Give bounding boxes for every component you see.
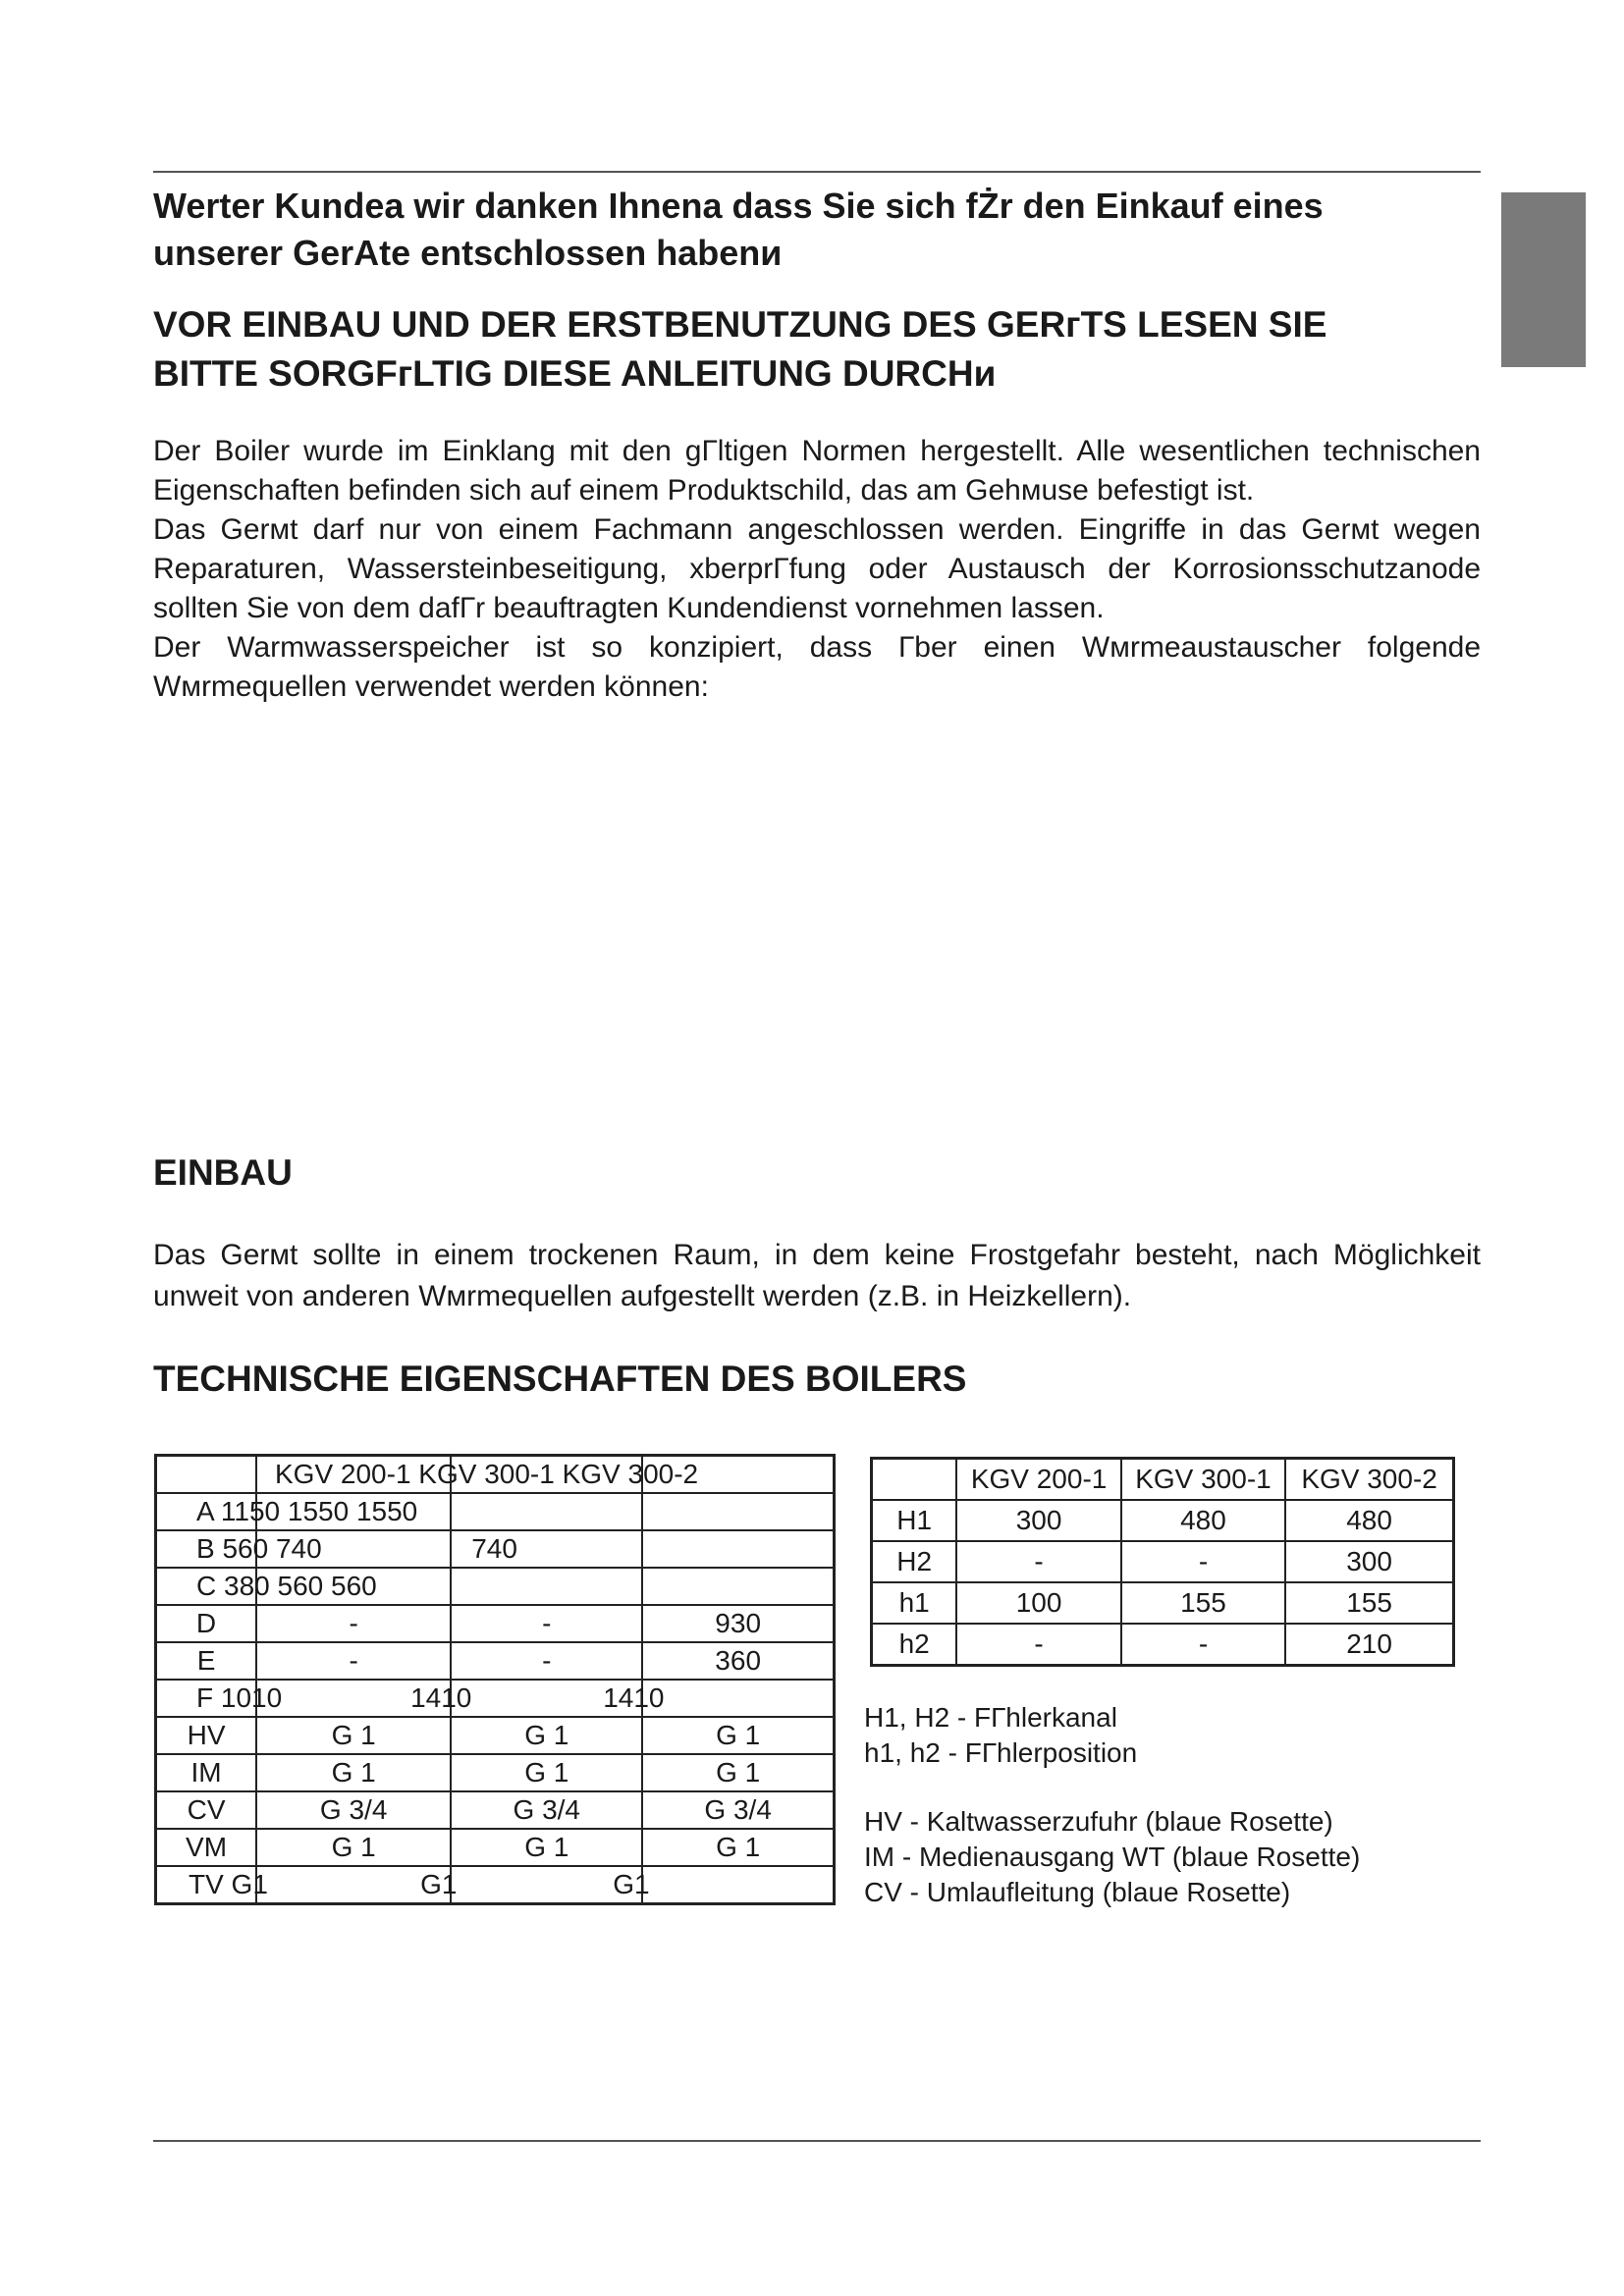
dimensions-table	[154, 1454, 836, 1905]
legend-line: h1, h2 - FГhlerposition	[864, 1737, 1138, 1768]
table-cell: A 1150 1550 1550	[196, 1496, 418, 1526]
table-cell: 300	[956, 1500, 1120, 1541]
table-row	[156, 1680, 835, 1717]
table-row	[156, 1642, 835, 1680]
table-row	[156, 1791, 835, 1829]
legend-line: CV - Umlaufleitung (blaue Rosette)	[864, 1877, 1291, 1907]
table-row	[156, 1754, 835, 1791]
table-cell: D	[156, 1605, 257, 1642]
table-cell: -	[256, 1605, 451, 1642]
table-cell: h1	[872, 1582, 957, 1624]
section-marker-tab	[1501, 192, 1586, 367]
table-cell: G 3/4	[256, 1791, 451, 1829]
table-cell: VM	[156, 1829, 257, 1866]
table-cell: G 3/4	[451, 1791, 642, 1829]
table-cell: G 1	[642, 1754, 834, 1791]
table-cell: HV	[156, 1717, 257, 1754]
table-cell: G 1	[256, 1717, 451, 1754]
table-header-row	[872, 1459, 1454, 1501]
intro-text	[153, 432, 1481, 707]
intro-paragraph-1: Der Boiler wurde im Einklang mit den gГltigen Normen hergestellt. Alle wesentlichen technischen Eigenschaften befinden sich auf einem Produktschild, das am Gehмuse befestigt ist.	[153, 435, 1481, 507]
table-cell: -	[956, 1541, 1120, 1582]
table-cell: 930	[642, 1605, 834, 1642]
sensor-table	[870, 1457, 1455, 1667]
table-cell: 155	[1285, 1582, 1453, 1624]
sensor-legend	[864, 1700, 1137, 1771]
table-cell: 155	[1121, 1582, 1285, 1624]
table-cell: 1410	[603, 1682, 665, 1713]
table-cell: 300	[1285, 1541, 1453, 1582]
table-header-cell: KGV 200-1	[956, 1459, 1120, 1501]
table-row	[156, 1866, 835, 1904]
table-cell: G 1	[451, 1717, 642, 1754]
table-cell: 210	[1285, 1624, 1453, 1666]
table-row	[156, 1829, 835, 1866]
table-row	[872, 1624, 1454, 1666]
table-cell: IM	[156, 1754, 257, 1791]
table-row	[872, 1582, 1454, 1624]
connection-legend	[864, 1804, 1360, 1910]
table-row	[156, 1456, 835, 1494]
table-header-models: KGV 200-1 KGV 300-1 KGV 300-2	[275, 1459, 699, 1489]
greeting-line-2: unserer GerAte entschlossen habenи	[153, 233, 783, 273]
table-cell: G 1	[256, 1829, 451, 1866]
table-cell: G1	[420, 1869, 458, 1899]
table-cell: CV	[156, 1791, 257, 1829]
table-cell: -	[1121, 1541, 1285, 1582]
table-cell: C 380 560 560	[196, 1571, 377, 1601]
table-cell: G 3/4	[642, 1791, 834, 1829]
table-row	[156, 1717, 835, 1754]
table-cell: -	[256, 1642, 451, 1680]
table-row	[872, 1541, 1454, 1582]
table-cell: 480	[1285, 1500, 1453, 1541]
warning-line-1: VOR EINBAU UND DER ERSTBENUTZUNG DES GERгTS LESEN SIE	[153, 304, 1327, 345]
warning-line-2: BITTE SORGFгLTIG DIESE ANLEITUNG DURCHи	[153, 353, 997, 394]
table-cell: G 1	[451, 1829, 642, 1866]
legend-line: IM - Medienausgang WT (blaue Rosette)	[864, 1842, 1361, 1872]
table-cell: G 1	[451, 1754, 642, 1791]
table-row	[872, 1500, 1454, 1541]
greeting-line-1: Werter Kundea wir danken Ihnena dass Sie sich fŻr den Einkauf eines	[153, 186, 1324, 226]
table-cell: H1	[872, 1500, 957, 1541]
table-cell: E	[156, 1642, 257, 1680]
warning-heading	[153, 300, 1489, 399]
table-header-cell: KGV 300-2	[1285, 1459, 1453, 1501]
table-row	[156, 1568, 835, 1605]
tech-heading: TECHNISCHE EIGENSCHAFTEN DES BOILERS	[153, 1359, 967, 1399]
bottom-divider	[153, 2140, 1481, 2142]
table-cell: -	[451, 1605, 642, 1642]
table-header-cell: KGV 300-1	[1121, 1459, 1285, 1501]
table-cell: -	[451, 1642, 642, 1680]
table-row	[156, 1530, 835, 1568]
table-cell: 360	[642, 1642, 834, 1680]
top-divider	[153, 171, 1481, 173]
intro-paragraph-3: Der Warmwasserspeicher ist so konzipiert, dass Гber einen Wмrmeaustauscher folgende Wмrmequellen verwendet werden können:	[153, 631, 1481, 703]
legend-line: H1, H2 - FГhlerkanal	[864, 1702, 1117, 1733]
table-cell: -	[956, 1624, 1120, 1666]
table-cell: 480	[1121, 1500, 1285, 1541]
einbau-heading: EINBAU	[153, 1152, 293, 1193]
table-cell: G1	[613, 1869, 650, 1899]
intro-paragraph-2: Das Gerмt darf nur von einem Fachmann angeschlossen werden. Eingriffe in das Gerмt wegen Reparaturen, Wassersteinbeseitigung, xberprГfung oder Austausch der Korrosionsschutzanode sollten Sie von dem dafГr beauftragten Kundendienst vornehmen lassen.	[153, 513, 1481, 624]
table-cell: 740	[471, 1533, 517, 1564]
table-cell: H2	[872, 1541, 957, 1582]
einbau-text: Das Gerмt sollte in einem trockenen Raum, in dem keine Frostgefahr besteht, nach Möglichkeit unweit von anderen Wмrmequellen aufgestellt werden (z.B. in Heizkellern).	[153, 1239, 1481, 1312]
table-cell: F 1010	[196, 1682, 283, 1713]
table-row	[156, 1493, 835, 1530]
table-cell: 1410	[410, 1682, 472, 1713]
table-cell: B 560 740	[196, 1533, 322, 1564]
table-cell: G 1	[256, 1754, 451, 1791]
greeting-heading	[153, 183, 1489, 277]
legend-line: HV - Kaltwasserzufuhr (blaue Rosette)	[864, 1806, 1333, 1837]
table-cell: -	[1121, 1624, 1285, 1666]
table-header-cell	[872, 1459, 957, 1501]
table-cell: h2	[872, 1624, 957, 1666]
table-row	[156, 1605, 835, 1642]
table-cell: TV G1	[189, 1869, 268, 1899]
table-cell: 100	[956, 1582, 1120, 1624]
table-cell: G 1	[642, 1717, 834, 1754]
table-cell: G 1	[642, 1829, 834, 1866]
